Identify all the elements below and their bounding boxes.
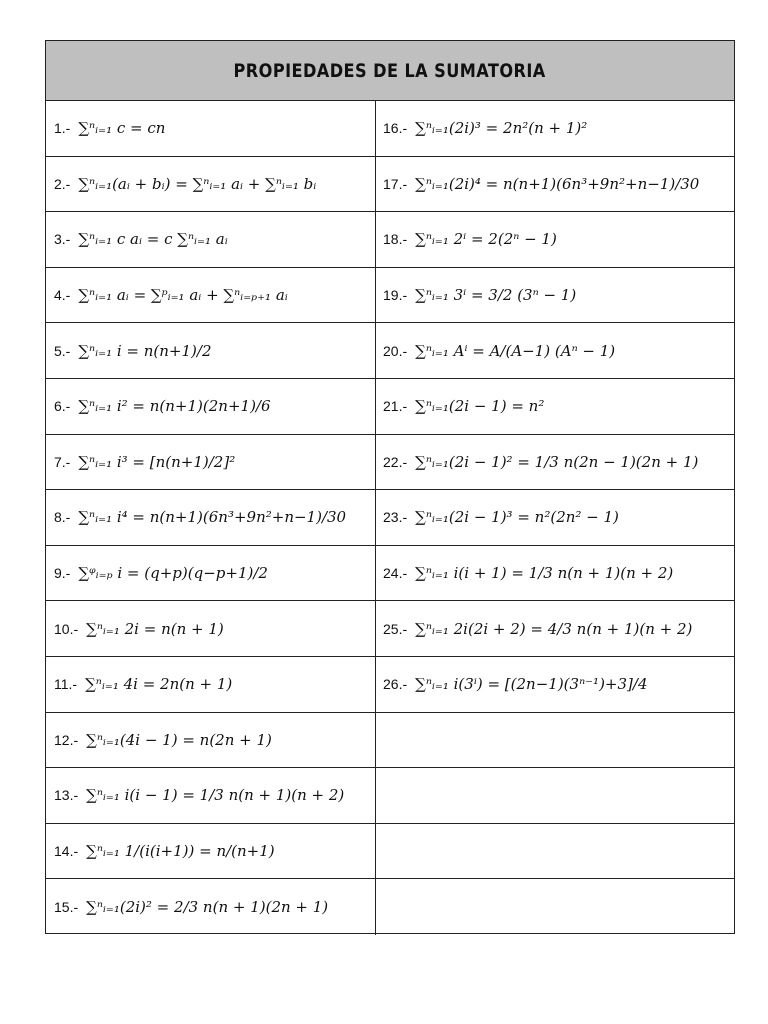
- formula-cell-right: [376, 546, 734, 601]
- property-number: 18.-: [383, 231, 408, 248]
- property-formula: ∑ⁿᵢ₌₁(2i − 1)³ = n²(2n² − 1): [415, 508, 619, 527]
- property-formula: ∑ⁿᵢ₌₁ c = cn: [78, 119, 166, 138]
- property-number: 16.-: [383, 120, 408, 137]
- property-formula: ∑ⁿᵢ₌₁ i³ = [n(n+1)/2]²: [78, 452, 236, 471]
- formula-cell-left: [46, 601, 375, 656]
- property-number: 8.-: [54, 509, 71, 526]
- table-row: [46, 101, 734, 157]
- property-number: 5.-: [54, 342, 71, 359]
- property-formula: ∑ⁿᵢ₌₁ i = n(n+1)/2: [78, 341, 212, 360]
- table-row: [46, 435, 734, 491]
- formula-cell-left: [46, 379, 375, 434]
- property-number: 12.-: [54, 731, 79, 748]
- property-number: 15.-: [54, 899, 79, 916]
- formula-cell-right: [376, 879, 734, 935]
- property-number: 14.-: [54, 843, 79, 860]
- property-formula: ∑ⁿᵢ₌₁ 2ⁱ = 2(2ⁿ − 1): [415, 230, 557, 249]
- table-row: [46, 824, 734, 880]
- property-number: 23.-: [383, 509, 408, 526]
- property-formula: ∑ⁿᵢ₌₁(aᵢ + bᵢ) = ∑ⁿᵢ₌₁ aᵢ + ∑ⁿᵢ₌₁ bᵢ: [78, 174, 317, 193]
- table-row: [46, 268, 734, 324]
- property-number: 11.-: [54, 676, 78, 693]
- property-formula: ∑ⁿᵢ₌₁(2i)² = 2/3 n(n + 1)(2n + 1): [86, 898, 329, 917]
- page-title: PROPIEDADES DE LA SUMATORIA: [233, 59, 547, 82]
- table-row: [46, 768, 734, 824]
- table-row: [46, 323, 734, 379]
- property-number: 10.-: [54, 620, 79, 637]
- property-number: 2.-: [54, 175, 71, 192]
- formula-cell-left: [46, 824, 375, 879]
- property-formula: ∑ⁿᵢ₌₁(4i − 1) = n(2n + 1): [86, 730, 272, 749]
- formula-cell-right: [376, 713, 734, 768]
- property-number: 3.-: [54, 231, 71, 248]
- property-formula: ∑ⁿᵢ₌₁(2i − 1)² = 1/3 n(2n − 1)(2n + 1): [415, 452, 699, 471]
- formula-cell-right: [376, 435, 734, 490]
- property-number: 1.-: [54, 120, 71, 137]
- property-formula: ∑ⁿᵢ₌₁ 2i(2i + 2) = 4/3 n(n + 1)(n + 2): [415, 619, 693, 638]
- property-formula: ∑ⁿᵢ₌₁ i² = n(n+1)(2n+1)/6: [78, 397, 271, 416]
- property-number: 19.-: [383, 287, 408, 304]
- property-formula: ∑ⁿᵢ₌₁ 1/(i(i+1)) = n/(n+1): [86, 842, 275, 861]
- property-formula: ∑ⁿᵢ₌₁ 4i = 2n(n + 1): [85, 675, 233, 694]
- table-row: [46, 657, 734, 713]
- formula-cell-right: [376, 157, 734, 212]
- property-formula: ∑ⁿᵢ₌₁ i(i + 1) = 1/3 n(n + 1)(n + 2): [415, 564, 674, 583]
- formula-cell-left: [46, 657, 375, 712]
- formula-cell-left: [46, 101, 375, 156]
- property-formula: ∑ⁿᵢ₌₁(2i)³ = 2n²(n + 1)²: [415, 119, 588, 138]
- formula-cell-left: [46, 435, 375, 490]
- formula-cell-right: [376, 768, 734, 823]
- formula-cell-right: [376, 101, 734, 156]
- property-formula: ∑ⁿᵢ₌₁ 3ⁱ = 3/2 (3ⁿ − 1): [415, 286, 577, 305]
- formula-cell-left: [46, 768, 375, 823]
- property-formula: ∑ⁿᵢ₌₁ i(3ⁱ) = [(2n−1)(3ⁿ⁻¹)+3]/4: [415, 675, 648, 694]
- property-number: 13.-: [54, 787, 79, 804]
- formula-cell-left: [46, 268, 375, 323]
- property-formula: ∑ⁿᵢ₌₁(2i)⁴ = n(n+1)(6n³+9n²+n−1)/30: [415, 174, 700, 193]
- property-formula: ∑ᵠᵢ₌ₚ i = (q+p)(q−p+1)/2: [78, 564, 268, 583]
- table-row: [46, 379, 734, 435]
- property-formula: ∑ⁿᵢ₌₁(2i − 1) = n²: [415, 397, 545, 416]
- formula-cell-right: [376, 323, 734, 378]
- formula-cell-right: [376, 824, 734, 879]
- property-number: 26.-: [383, 676, 408, 693]
- formula-cell-right: [376, 379, 734, 434]
- property-number: 9.-: [54, 565, 71, 582]
- formula-cell-left: [46, 490, 375, 545]
- property-number: 21.-: [383, 398, 408, 415]
- table-row: [46, 212, 734, 268]
- formula-grid: [46, 101, 734, 935]
- formula-cell-right: [376, 490, 734, 545]
- table-row: [46, 490, 734, 546]
- formula-cell-left: [46, 879, 375, 935]
- property-formula: ∑ⁿᵢ₌₁ i(i − 1) = 1/3 n(n + 1)(n + 2): [86, 786, 345, 805]
- property-number: 22.-: [383, 453, 408, 470]
- formula-cell-left: [46, 212, 375, 267]
- property-number: 25.-: [383, 620, 408, 637]
- formula-cell-right: [376, 268, 734, 323]
- table-row: [46, 601, 734, 657]
- property-formula: ∑ⁿᵢ₌₁ c aᵢ = c ∑ⁿᵢ₌₁ aᵢ: [78, 230, 228, 249]
- property-number: 4.-: [54, 287, 71, 304]
- formula-cell-right: [376, 657, 734, 712]
- formula-cell-left: [46, 157, 375, 212]
- formula-cell-right: [376, 212, 734, 267]
- table-row: [46, 713, 734, 769]
- formula-cell-left: [46, 713, 375, 768]
- title-bar: [46, 41, 734, 101]
- property-formula: ∑ⁿᵢ₌₁ Aⁱ = A/(A−1) (Aⁿ − 1): [415, 341, 616, 360]
- property-number: 6.-: [54, 398, 71, 415]
- property-formula: ∑ⁿᵢ₌₁ i⁴ = n(n+1)(6n³+9n²+n−1)/30: [78, 508, 347, 527]
- property-formula: ∑ⁿᵢ₌₁ aᵢ = ∑ᵖᵢ₌₁ aᵢ + ∑ⁿᵢ₌ₚ₊₁ aᵢ: [78, 286, 288, 305]
- property-number: 17.-: [383, 175, 408, 192]
- property-number: 24.-: [383, 565, 408, 582]
- property-number: 20.-: [383, 342, 408, 359]
- formula-cell-left: [46, 546, 375, 601]
- table-row: [46, 879, 734, 935]
- property-formula: ∑ⁿᵢ₌₁ 2i = n(n + 1): [86, 619, 224, 638]
- formula-cell-right: [376, 601, 734, 656]
- formula-cell-left: [46, 323, 375, 378]
- table-row: [46, 546, 734, 602]
- properties-table: [45, 40, 735, 934]
- property-number: 7.-: [54, 453, 71, 470]
- table-row: [46, 157, 734, 213]
